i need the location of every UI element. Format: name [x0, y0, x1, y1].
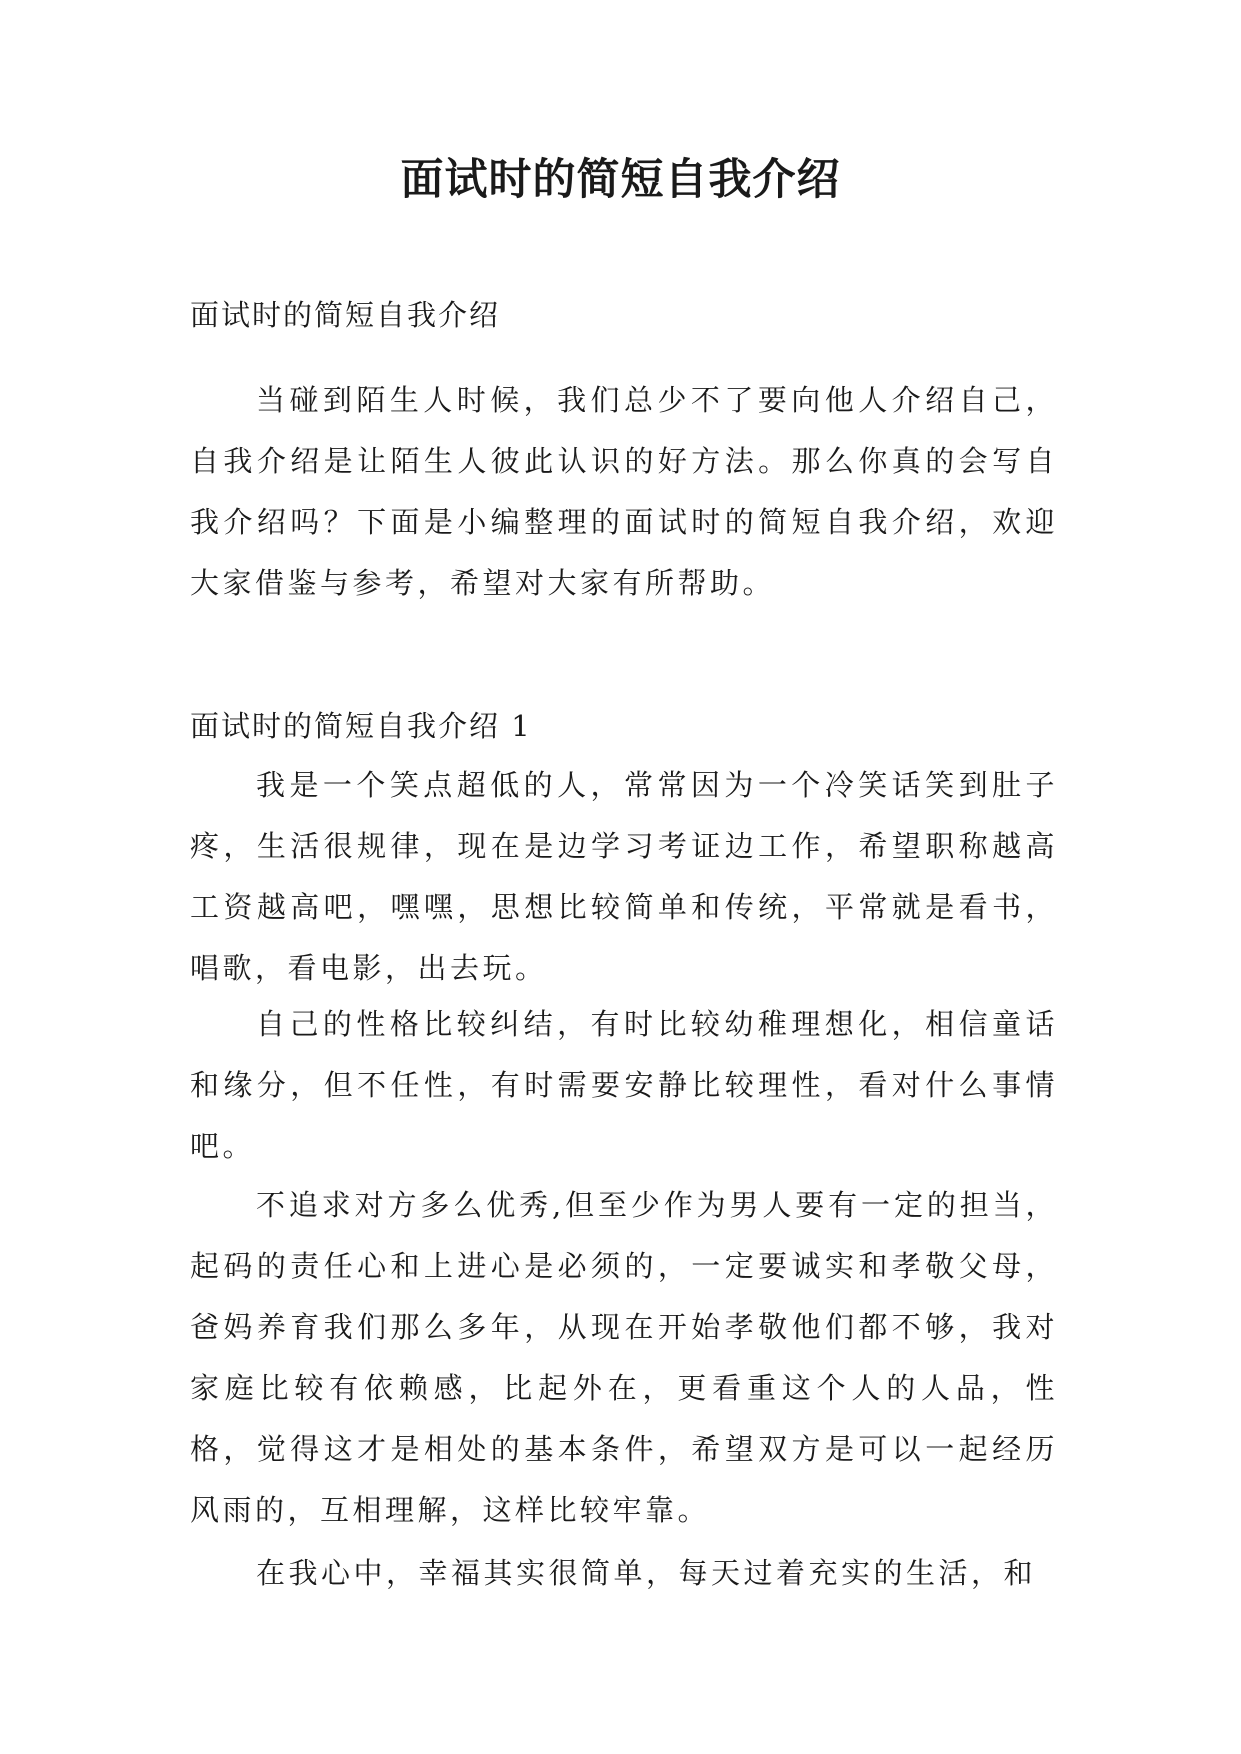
body-paragraph-2: 自己的性格比较纠结，有时比较幼稚理想化，相信童话和缘分，但不任性，有时需要安静比较理性，看对什么事情吧。 [190, 1007, 1058, 1163]
body-paragraph-4: 在我心中，幸福其实很简单，每天过着充实的生活，和 [256, 1556, 1037, 1590]
intro-paragraph: 当碰到陌生人时候，我们总少不了要向他人介绍自己，自我介绍是让陌生人彼此认识的好方法。那么你真的会写自我介绍吗？下面是小编整理的面试时的简短自我介绍，欢迎大家借鉴与参考，希望对大家有所帮助。 [190, 383, 1058, 600]
section-heading: 面试时的简短自我介绍 1 [190, 709, 532, 743]
page-title: 面试时的简短自我介绍 [400, 155, 841, 205]
body-paragraph-1: 我是一个笑点超低的人，常常因为一个冷笑话笑到肚子疼，生活很规律，现在是边学习考证边工作，希望职称越高工资越高吧，嘿嘿，思想比较简单和传统，平常就是看书，唱歌，看电影，出去玩。 [190, 768, 1058, 985]
document-subtitle: 面试时的简短自我介绍 [190, 298, 501, 332]
body-paragraph-3: 不追求对方多么优秀,但至少作为男人要有一定的担当，起码的责任心和上进心是必须的，一定要诚实和孝敬父母，爸妈养育我们那么多年，从现在开始孝敬他们都不够，我对家庭比较有依赖感，比起外在，更看重这个人的人品，性格，觉得这才是相处的基本条件，希望双方是可以一起经历风雨的，互相理解，这样比较牢靠。 [190, 1188, 1058, 1527]
